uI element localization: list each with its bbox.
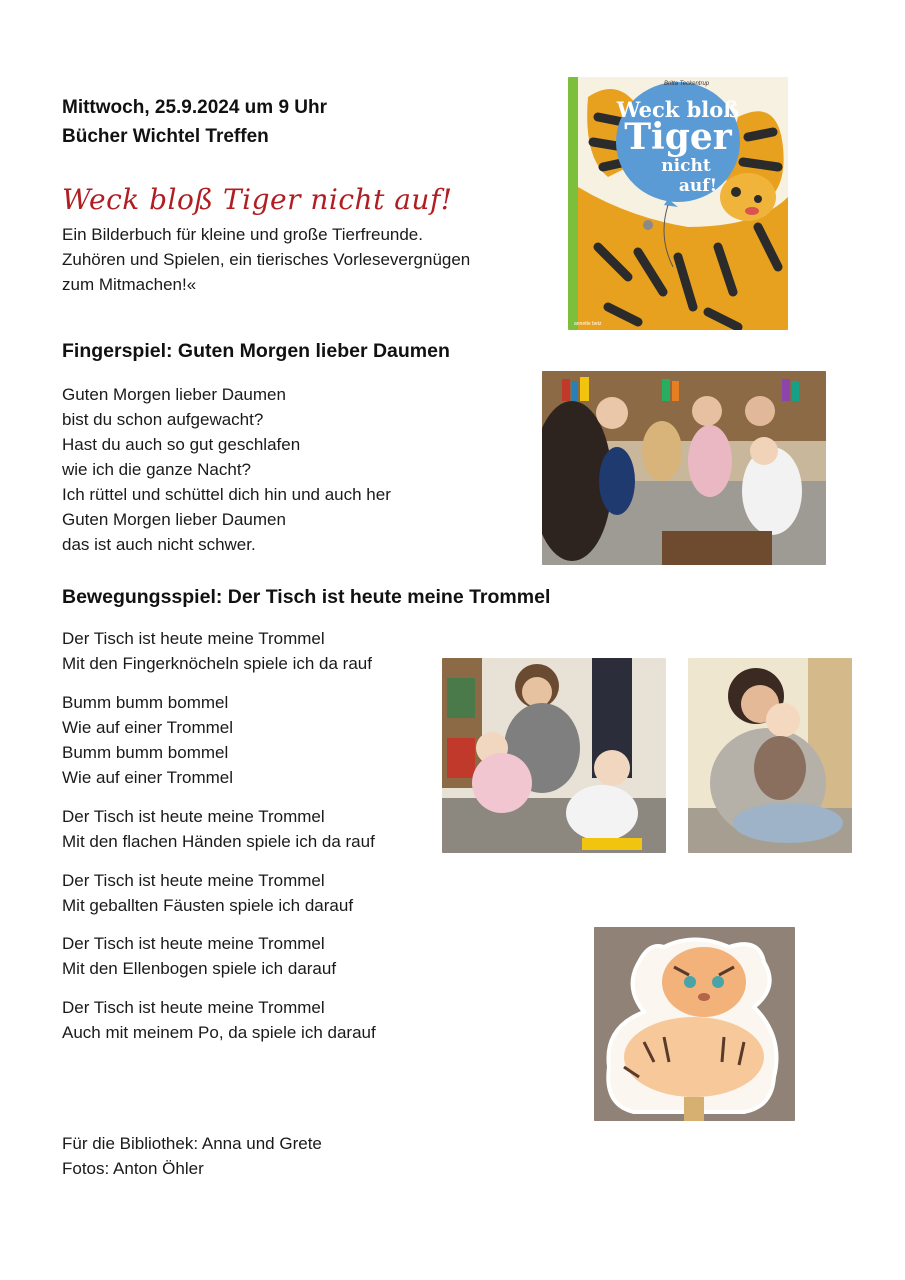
verse-line: Der Tisch ist heute meine Trommel: [62, 934, 325, 953]
book-title: Weck bloß Tiger nicht auf!: [62, 183, 453, 216]
stanza: [62, 931, 336, 981]
verse-line: Mit den flachen Händen spiele ich da rauf: [62, 832, 375, 851]
credits: [62, 1131, 322, 1181]
cover-title-line: Weck bloß: [616, 97, 740, 122]
photo-drumming-2: [688, 658, 852, 853]
credit-library: Für die Bibliothek: Anna und Grete: [62, 1134, 322, 1153]
stanza: [62, 995, 376, 1045]
cover-title-line: nicht: [661, 156, 711, 176]
event-date: Mittwoch, 25.9.2024 um 9 Uhr: [62, 97, 328, 118]
verse-line: Bumm bumm bommel: [62, 743, 229, 762]
bewegungsspiel-heading: Bewegungsspiel: Der Tisch ist heute meine Trommel: [62, 586, 551, 608]
verse-line: Mit geballten Fäusten spiele ich darauf: [62, 896, 354, 915]
cover-author: Britta Teckentrup: [664, 81, 710, 87]
book-cover-image: [568, 77, 788, 330]
fingerspiel-heading: Fingerspiel: Guten Morgen lieber Daumen: [62, 340, 450, 362]
book-description: [62, 222, 470, 297]
stanza: [62, 868, 353, 918]
stanza: [62, 626, 372, 676]
verse-line: Hast du auch so gut geschlafen: [62, 435, 301, 454]
photo-tiger-cutout: [594, 927, 795, 1121]
fingerspiel-verse: [62, 382, 391, 557]
credit-photos: Fotos: Anton Öhler: [62, 1159, 204, 1178]
verse-line: Der Tisch ist heute meine Trommel: [62, 871, 325, 890]
stanza: [62, 804, 375, 854]
cover-publisher: annette betz: [574, 321, 602, 327]
verse-line: Mit den Fingerknöcheln spiele ich da rauf: [62, 654, 372, 673]
cover-title-line: Tiger: [624, 116, 732, 158]
verse-line: Der Tisch ist heute meine Trommel: [62, 629, 325, 648]
verse-line: wie ich die ganze Nacht?: [62, 460, 252, 479]
description-line: Zuhören und Spielen, ein tierisches Vorlesevergnügen: [62, 250, 471, 269]
verse-line: Mit den Ellenbogen spiele ich darauf: [62, 959, 337, 978]
verse-line: Bumm bumm bommel: [62, 693, 229, 712]
stanza: [62, 690, 233, 790]
verse-line: Auch mit meinem Po, da spiele ich darauf: [62, 1023, 376, 1042]
verse-line: Der Tisch ist heute meine Trommel: [62, 807, 325, 826]
cover-title-line: auf!: [678, 176, 718, 196]
verse-line: das ist auch nicht schwer.: [62, 535, 256, 554]
verse-line: Wie auf einer Trommel: [62, 718, 233, 737]
photo-group-fingerspiel: [542, 371, 826, 565]
description-line: Ein Bilderbuch für kleine und große Tierfreunde.: [62, 225, 423, 244]
verse-line: Ich rüttel und schüttel dich hin und auch her: [62, 485, 391, 504]
verse-line: Guten Morgen lieber Daumen: [62, 385, 286, 404]
verse-line: Der Tisch ist heute meine Trommel: [62, 998, 325, 1017]
verse-line: bist du schon aufgewacht?: [62, 410, 264, 429]
verse-line: Wie auf einer Trommel: [62, 768, 233, 787]
photo-drumming-1: [442, 658, 666, 853]
event-name: Bücher Wichtel Treffen: [62, 126, 269, 147]
description-line: zum Mitmachen!«: [62, 275, 197, 294]
verse-line: Guten Morgen lieber Daumen: [62, 510, 286, 529]
